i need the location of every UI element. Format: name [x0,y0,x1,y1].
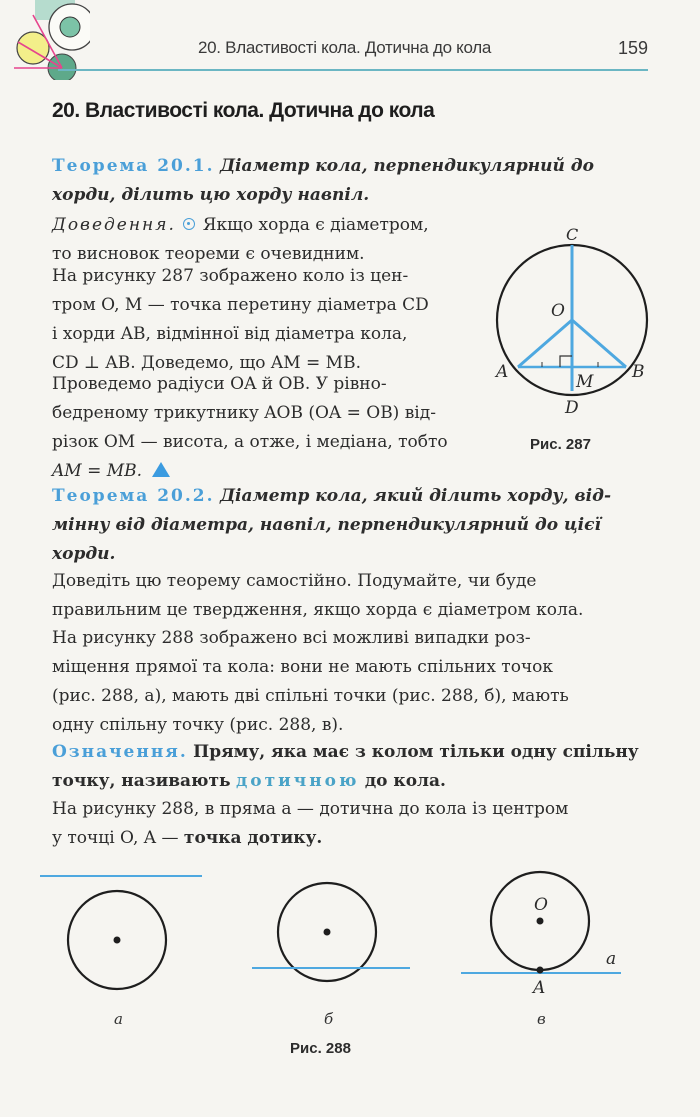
exercise-line: Доведіть цю теорему самостійно. Подумайте, чи буде [52,571,537,591]
theorem-20-2 [52,482,650,569]
tangent-point-term: точка дотику. [183,828,323,848]
cases-line: одну спільну точку (рис. 288, в). [52,715,344,735]
theorem-statement: Діаметр кола, перпендикулярний до [219,156,594,176]
theorem-statement-cont: хорди. [52,544,116,564]
definition-term: дотичною [235,771,360,791]
definition-text: Пряму, яка має з колом тільки одну спільну [193,742,639,762]
header-divider [58,69,648,71]
cases-line: (рис. 288, а), мають дві спільні точки (рис. 288, б), мають [52,686,569,706]
proof-p3-line: AM = MB. [52,461,143,481]
figure-287-caption: Рис. 287 [530,436,591,453]
label-C: C [566,225,579,244]
proof-label: Доведення. [52,215,176,235]
proof-p2-line: CD ⊥ AB. Доведемо, що AM = MB. [52,353,361,373]
exercise-line: правильним це твердження, якщо хорда є діаметром кола. [52,600,584,620]
section-title: 20. Властивості кола. Дотична до кола [52,99,435,122]
proof-paragraph-2 [52,262,474,378]
triangle-qed-icon [152,462,170,477]
theorem-label: Теорема 20.2. [52,486,215,506]
proof-block [52,211,472,269]
theorem-statement: Діаметр кола, який ділить хорду, від- [219,486,611,506]
theorem-20-1 [52,152,650,210]
exercise-paragraph [52,567,650,625]
proof-start-icon [183,218,195,230]
header-circles-decoration-icon [0,0,90,80]
figure-288-caption: Рис. 288 [290,1040,351,1057]
figure-288-line-circle-cases [30,860,670,1030]
definition-label: Означення. [52,742,188,762]
definition-block [52,738,650,796]
label-M: M [576,372,594,392]
proof-p3-line: бедреному трикутнику AOB (OA = OB) від- [52,403,436,423]
proof-p3-line: Проведемо радіуси OA й OB. У рівно- [52,374,387,394]
label-B: B [632,362,645,382]
theorem-label: Теорема 20.1. [52,156,215,176]
label-A: A [496,362,509,382]
figure-288-sub-v: в [537,1010,546,1028]
label-O: O [551,301,565,321]
tangent-paragraph [52,795,650,853]
proof-line1: Якщо хорда є діаметром, [202,215,429,235]
figure-288-sub-b: б [324,1010,334,1028]
label-O: O [534,895,548,915]
figure-288-sub-a: а [114,1010,123,1028]
proof-paragraph-3 [52,370,474,486]
proof-p2-line: тром O, M — точка перетину діаметра CD [52,295,429,315]
theorem-statement-cont: мінну від діаметра, навпіл, перпендикулярний до цієї [52,515,601,535]
figure-287-circle-diagram [480,215,680,430]
label-D: D [565,398,579,418]
running-header-title: 20. Властивості кола. Дотична до кола [198,38,492,57]
proof-p2-line: і хорди AB, відмінної від діаметра кола, [52,324,408,344]
definition-text-cont: точку, називають [52,771,231,791]
theorem-statement-cont: хорди, ділить цю хорду навпіл. [52,185,370,205]
cases-paragraph [52,624,650,740]
proof-p2-line: На рисунку 287 зображено коло із цен- [52,266,409,286]
proof-p3-line: різок OM — висота, а отже, і медіана, тобто [52,432,448,452]
cases-line: міщення прямої та кола: вони не мають спільних точок [52,657,554,677]
proof-line2: то висновок теореми є очевидним. [52,244,365,264]
label-line-a: a [606,949,617,969]
page-number: 159 [617,38,648,58]
tangent-line1: На рисунку 288, в пряма a — дотична до кола із центром [52,799,569,819]
label-A: A [533,978,546,998]
tangent-line2: у точці O, A — [52,828,179,848]
definition-text-end: до кола. [364,771,446,791]
cases-line: На рисунку 288 зображено всі можливі випадки роз- [52,628,531,648]
